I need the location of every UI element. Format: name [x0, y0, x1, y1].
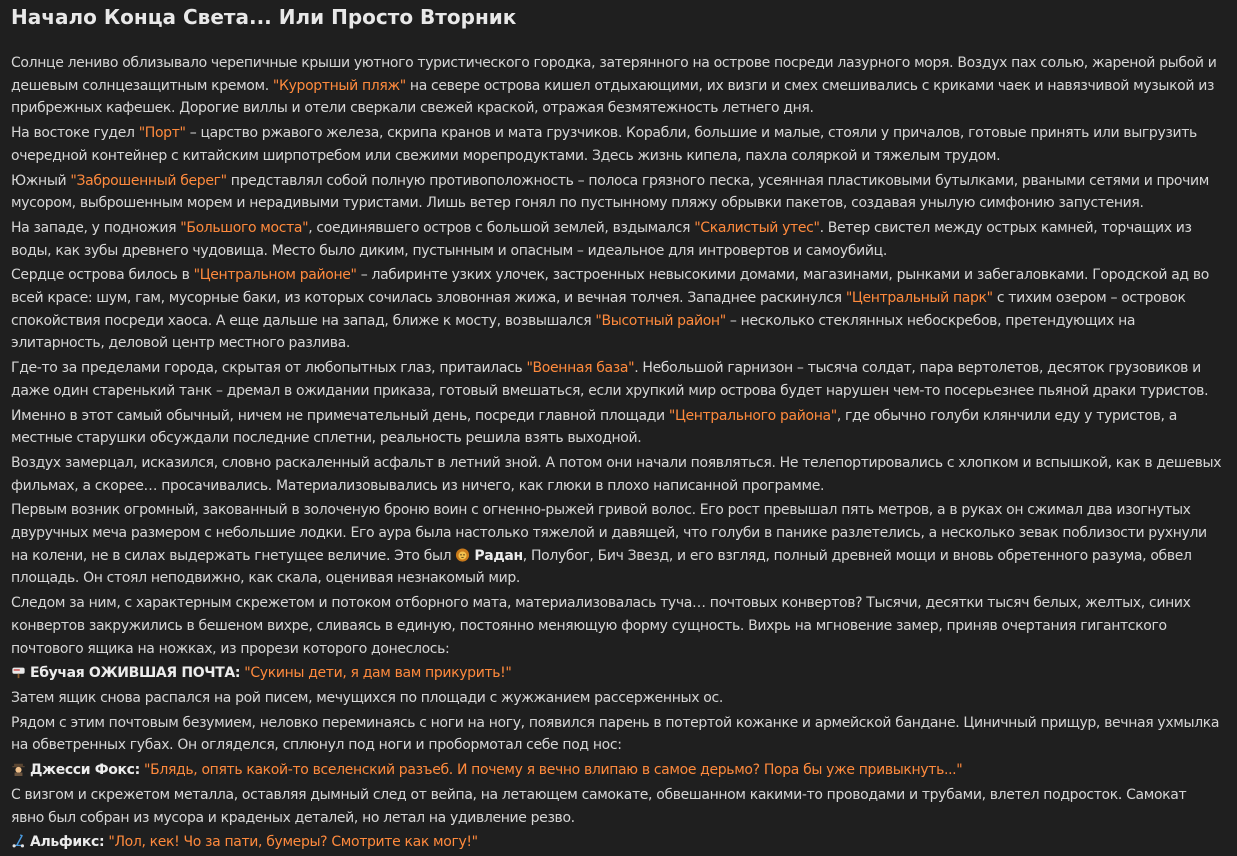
paragraph-text: Сердце острова билось в	[11, 267, 194, 284]
location-abandoned-shore: "Заброшенный берег"	[70, 172, 227, 189]
paragraph-text: На западе, у подножия	[11, 219, 181, 236]
location-highrise-district: "Высотный район"	[595, 312, 726, 329]
dialogue-quote: "Лол, кек! Чо за пати, бумеры? Смотрите как могу!"	[108, 834, 478, 851]
paragraph-text: На востоке гудел	[11, 125, 139, 142]
paragraph-alfix-arrives	[11, 784, 1223, 829]
paragraph-text: – несколько стеклянных небоскребов, претендующих на элитарность, деловой центр местного разлива.	[11, 312, 1136, 352]
paragraph-letters-scatter	[11, 687, 1223, 710]
character-name-mail: Ебучая ОЖИВШАЯ ПОЧТА:	[30, 665, 241, 682]
paragraph-text: , Полубог, Бич Звезд, и его взгляд, полный древней мощи и вновь обретенного разума, обвел площадь. Он стоял неподвижно, как скала, оценивая незнакомый мир.	[11, 547, 1192, 587]
character-name-alfix: Альфикс:	[30, 834, 105, 851]
paragraph-text: Именно в этот самый обычный, ничем не примечательный день, посреди главной площади	[11, 407, 669, 424]
paragraph-text: Первым возник огромный, закованный в золоченую броню воин с огненно-рыжей гривой волос. Его рост превышал пять метров, а в руках он сжимал два изогнутых двуручных меча размером с небольшие лодки. Его аура была настолько тяжелой и давящей, что голуби в панике разлетелись, а несколько зевак поблизости рухнули на колени, не в силах выдержать гнетущее величие. Это был	[11, 502, 1207, 564]
paragraph-text: . Небольшой гарнизон – тысяча солдат, пара вертолетов, десяток грузовиков и даже один старенький танк – дремал в ожидании приказа, готовый вмешаться, если хрупкий мир острова будет нарушен чем-то посерьезнее пьяной драки туристов.	[11, 360, 1209, 399]
paragraph-text: Где-то за пределами города, скрытая от любопытных глаз, притаилась	[11, 360, 527, 377]
paragraph-air-shimmer	[11, 452, 1223, 497]
paragraph-text: – лабиринте узких улочек, застроенных невысокими домами, магазинами, рынками и забегаловками. Городской ад во всей красе: шум, гам, мусорные баки, из которых сочилась зловонная жижа, и вечная толчея. Западнее раскинулся	[11, 267, 1209, 307]
location-bridge: "Большого моста"	[180, 219, 309, 236]
paragraph-mail-swarm	[11, 592, 1223, 660]
paragraph-main-square	[11, 405, 1223, 450]
detective-icon	[11, 761, 26, 775]
paragraph-text: Рядом с этим почтовым безумием, неловко переминаясь с ноги на ногу, появился парень в потертой кожанке и армейской бандане. Циничный прищур, вечная ухмылка на обветренных губах. Он огляделся, сплюнул под ноги и пробормотал себе под нос:	[11, 714, 1220, 754]
paragraph-text: – царство ржавого железа, скрипа кранов и мата грузчиков. Корабли, большие и малые, стояли у причалов, готовые принять или выгрузить очередной контейнер с китайским ширпотребом или свежими морепродуктами. Здесь жизнь кипела, пахла соляркой и тяжелым трудом.	[11, 125, 1197, 164]
paragraph-text: с тихим озером – островок спокойствия посреди хаоса. А еще дальше на запад, ближе к мосту, возвышался	[11, 290, 1186, 329]
character-name-radahn: Радан	[474, 547, 523, 564]
location-cliff: "Скалистый утес"	[694, 219, 820, 236]
paragraph-abandoned-shore	[11, 170, 1223, 215]
location-central-district-ref: "Центрального района"	[668, 407, 837, 424]
location-military-base: "Военная база"	[526, 360, 635, 377]
story-title: Начало Конца Света... Или Просто Вторник	[11, 5, 517, 29]
dialogue-line-jesse	[11, 759, 1223, 782]
paragraph-port	[11, 122, 1223, 167]
paragraph-central-district	[11, 264, 1223, 355]
paragraph-text: Воздух замерцал, исказился, словно раскаленный асфальт в летний зной. А потом они начали появляться. Не телепортировались с хлопком и вспышкой, как в дешевых фильмах, а скорее… просачивались. Материализовывались из ничего, как глюки в плохо написанной программе.	[11, 454, 1222, 494]
paragraph-text: Южный	[11, 172, 71, 189]
paragraph-text: Затем ящик снова распался на рой писем, мечущихся по площади с жужжанием рассерженных ос.	[11, 689, 723, 706]
paragraph-text: , соединявшего остров с большой землей, вздымался	[308, 219, 695, 236]
character-name-jesse: Джесси Фокс:	[30, 762, 140, 779]
paragraph-radahn	[11, 499, 1223, 590]
dialogue-quote: "Блядь, опять какой-то вселенский разъеб. И почему я вечно влипаю в самое дерьмо? Пора бы уже привыкнуть..."	[144, 762, 963, 779]
dialogue-line-mail	[11, 662, 1223, 685]
location-central-park: "Центральный парк"	[845, 290, 993, 307]
location-beach: "Курортный пляж"	[272, 77, 406, 94]
mailbox-icon	[11, 664, 26, 678]
dialogue-line-alfix	[11, 831, 1223, 854]
scooter-icon	[11, 833, 26, 847]
paragraph-text: . Ветер свистел между острых камней, торчащих из воды, как зубы древнего чудовища. Место было диким, пустынным и опасным – идеальное для интровертов и самоубийц.	[11, 219, 1192, 259]
paragraph-text: Солнце лениво облизывало черепичные крыши уютного туристического городка, затерянного на острове посреди лазурного моря. Воздух пах солью, жареной рыбой и дешевым солнцезащитным кремом.	[11, 55, 1217, 94]
lion-icon	[455, 547, 470, 561]
location-port: "Порт"	[138, 125, 186, 142]
dialogue-quote: "Сукины дети, я дам вам прикурить!"	[244, 665, 512, 682]
paragraph-bridge-cliff	[11, 217, 1223, 262]
paragraph-text: на севере острова кишел отдыхающими, их визги и смех смешивались с криками чаек и навязчивой музыкой из прибрежных кафешек. Дорогие виллы и отели сверкали свежей краской, отражая безмятежность летнего дня.	[11, 77, 1215, 117]
paragraph-text: , где обычно голуби клянчили еду у туристов, а местные старушки обсуждали последние сплетни, реальность решила взять выходной.	[11, 407, 1177, 447]
paragraph-text: представлял собой полную противоположность – полоса грязного песка, усеянная пластиковыми бутылками, рваными сетями и прочим мусором, выброшенным морем и нерадивыми туристами. Лишь ветер гонял по пустынному пляжу обрывки пакетов, создавая унылую симфонию запустения.	[11, 172, 1209, 212]
paragraph-text: Следом за ним, с характерным скрежетом и потоком отборного мата, материализовалась туча… почтовых конвертов? Тысячи, десятки тысяч белых, желтых, синих конвертов закружились в бешеном вихре, сливаясь в единую, постоянно меняющую форму сущность. Вихрь на мгновение замер, приняв очертания гигантского почтового ящика на ножках, из прорези которого донеслось:	[11, 595, 1191, 657]
paragraph-text: С визгом и скрежетом металла, оставляя дымный след от вейпа, на летающем самокате, обвешанном какими-то проводами и трубами, влетел подросток. Самокат явно был собран из мусора и краденых деталей, но летал на удивление резво.	[11, 786, 1187, 826]
paragraph-beach	[11, 52, 1223, 120]
paragraph-military-base	[11, 357, 1223, 402]
paragraph-jesse-appears	[11, 712, 1223, 757]
location-central-district: "Центральном районе"	[193, 267, 357, 284]
